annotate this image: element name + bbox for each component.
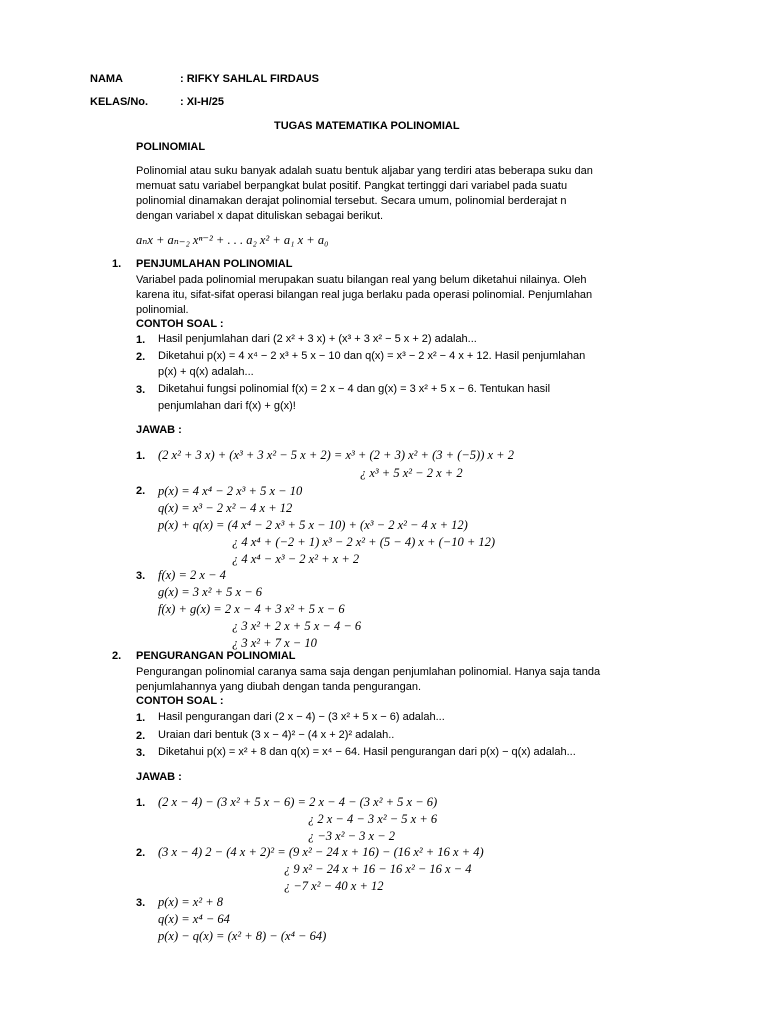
section2-jawab-label: JAWAB :: [136, 771, 182, 783]
jawab-number: 1.: [136, 450, 146, 462]
jawab-line: q(x) = x⁴ − 64: [158, 912, 230, 926]
jawab-number: 3.: [136, 570, 146, 582]
jawab-line: ¿ 3 x² + 2 x + 5 x − 4 − 6: [232, 619, 362, 633]
section2-contoh-label: CONTOH SOAL :: [136, 695, 224, 707]
nama-label: NAMA: [90, 73, 123, 85]
general-formula: aₙx + aₙ₋₂ xⁿ⁻² + . . . a₂ x² + a₁ x + a₀: [136, 233, 329, 247]
jawab-line: q(x) = x³ − 2 x² − 4 x + 12: [158, 501, 293, 515]
intro-heading: POLINOMIAL: [136, 141, 206, 153]
intro-line: dengan variabel x dapat dituliskan sebagai berikut.: [136, 210, 384, 222]
soal-text: Diketahui fungsi polinomial f(x) = 2 x − 4 dan g(x) = 3 x² + 5 x − 6. Tentukan hasil: [158, 383, 551, 395]
section1-contoh-label: CONTOH SOAL :: [136, 318, 224, 330]
intro-line: polinomial dinamakan derajat polinomial tersebut. Secara umum, polinomial berderajat n: [136, 195, 567, 207]
section2-line: penjumlahannya yang diubah dengan tanda pengurangan.: [136, 681, 422, 693]
soal-text-cont: penjumlahan dari f(x) + g(x)!: [158, 400, 296, 412]
jawab-number: 2.: [136, 847, 146, 859]
jawab-number: 1.: [136, 797, 146, 809]
intro-line: Polinomial atau suku banyak adalah suatu bentuk aljabar yang terdiri atas beberapa suku dan: [136, 165, 593, 177]
jawab-line: p(x) + q(x) = (4 x⁴ − 2 x³ + 5 x − 10) + (x³ − 2 x² − 4 x + 12): [158, 518, 468, 532]
jawab-line: p(x) = x² + 8: [158, 895, 224, 909]
jawab-line: f(x) = 2 x − 4: [158, 568, 226, 582]
intro-line: memuat satu variabel berpangkat bulat positif. Pangkat tertinggi dari variabel pada suatu: [136, 180, 568, 192]
kelas-label: KELAS/No.: [90, 96, 149, 108]
section1-line: polinomial.: [136, 304, 189, 316]
soal-number: 1.: [136, 712, 146, 724]
soal-number: 2.: [136, 730, 146, 742]
soal-text: Hasil pengurangan dari (2 x − 4) − (3 x² + 5 x − 6) adalah...: [158, 711, 445, 723]
jawab-line: ¿ 9 x² − 24 x + 16 − 16 x² − 16 x − 4: [284, 862, 472, 876]
section2-heading: PENGURANGAN POLINOMIAL: [136, 650, 296, 662]
soal-text: Diketahui p(x) = 4 x⁴ − 2 x³ + 5 x − 10 dan q(x) = x³ − 2 x² − 4 x + 12. Hasil penjumlahan: [158, 350, 586, 362]
jawab-line: ¿ −3 x² − 3 x − 2: [308, 829, 396, 843]
jawab-line: (2 x − 4) − (3 x² + 5 x − 6) = 2 x − 4 − (3 x² + 5 x − 6): [158, 795, 438, 809]
section1-line: Variabel pada polinomial merupakan suatu bilangan real yang belum diketahui nilainya. Oleh: [136, 274, 587, 286]
jawab-line: ¿ x³ + 5 x² − 2 x + 2: [360, 466, 463, 480]
nama-value: : RIFKY SAHLAL FIRDAUS: [180, 73, 319, 85]
section1-line: karena itu, sifat-sifat operasi bilangan real juga berlaku pada operasi polinomial. Penjumlahan: [136, 289, 593, 301]
soal-text: Uraian dari bentuk (3 x − 4)² − (4 x + 2)² adalah..: [158, 729, 395, 741]
soal-text-cont: p(x) + q(x) adalah...: [158, 366, 254, 378]
jawab-line: p(x) − q(x) = (x² + 8) − (x⁴ − 64): [158, 929, 327, 943]
jawab-line: (2 x² + 3 x) + (x³ + 3 x² − 5 x + 2) = x³ + (2 + 3) x² + (3 + (−5)) x + 2: [158, 448, 514, 462]
section2-number: 2.: [112, 650, 122, 662]
kelas-value: : XI-H/25: [180, 96, 225, 108]
jawab-number: 3.: [136, 897, 146, 909]
soal-number: 2.: [136, 351, 146, 363]
jawab-line: f(x) + g(x) = 2 x − 4 + 3 x² + 5 x − 6: [158, 602, 345, 616]
page-title: TUGAS MATEMATIKA POLINOMIAL: [274, 120, 460, 132]
jawab-line: ¿ 4 x⁴ + (−2 + 1) x³ − 2 x² + (5 − 4) x + (−10 + 12): [232, 535, 496, 549]
soal-number: 3.: [136, 747, 146, 759]
soal-text: Diketahui p(x) = x² + 8 dan q(x) = x⁴ − 64. Hasil pengurangan dari p(x) − q(x) adalah...: [158, 746, 576, 758]
jawab-line: ¿ −7 x² − 40 x + 12: [284, 879, 384, 893]
section1-jawab-label: JAWAB :: [136, 424, 182, 436]
jawab-line: g(x) = 3 x² + 5 x − 6: [158, 585, 263, 599]
section2-line: Pengurangan polinomial caranya sama saja dengan penjumlahan polinomial. Hanya saja tanda: [136, 666, 601, 678]
jawab-number: 2.: [136, 485, 146, 497]
section1-heading: PENJUMLAHAN POLINOMIAL: [136, 258, 293, 270]
jawab-line: ¿ 2 x − 4 − 3 x² − 5 x + 6: [308, 812, 438, 826]
jawab-line: ¿ 3 x² + 7 x − 10: [232, 636, 317, 650]
soal-number: 1.: [136, 334, 146, 346]
jawab-line: ¿ 4 x⁴ − x³ − 2 x² + x + 2: [232, 552, 360, 566]
soal-number: 3.: [136, 384, 146, 396]
jawab-line: p(x) = 4 x⁴ − 2 x³ + 5 x − 10: [158, 484, 303, 498]
soal-text: Hasil penjumlahan dari (2 x² + 3 x) + (x³ + 3 x² − 5 x + 2) adalah...: [158, 333, 477, 345]
section1-number: 1.: [112, 258, 122, 270]
jawab-line: (3 x − 4) 2 − (4 x + 2)² = (9 x² − 24 x + 16) − (16 x² + 16 x + 4): [158, 845, 484, 859]
